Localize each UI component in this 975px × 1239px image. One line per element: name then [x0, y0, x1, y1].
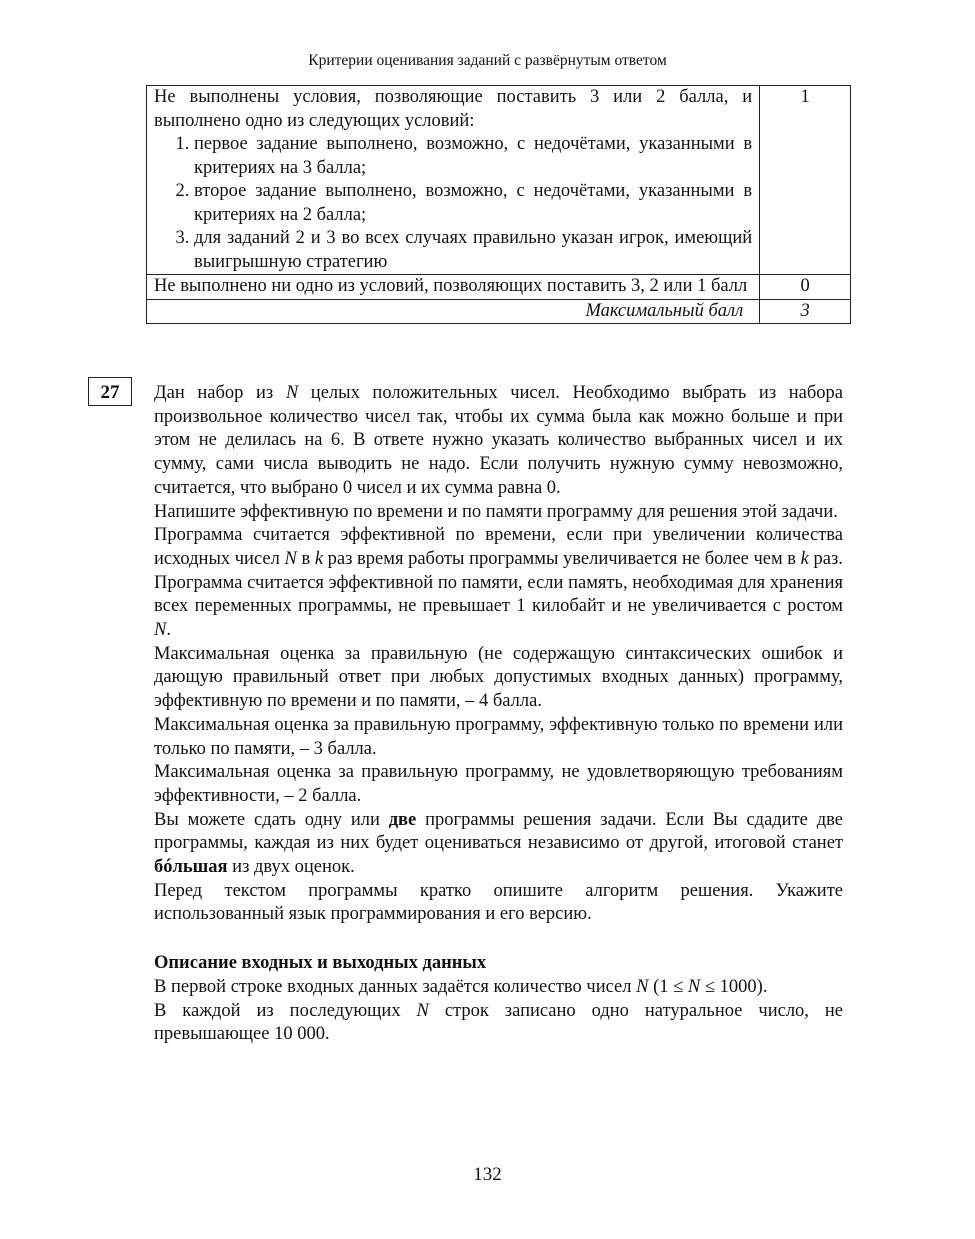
var-n: N [285, 383, 299, 403]
task-paragraph: Программа считается эффективной по памяти, если память, необходимая для хранения всех переменных программы, не превышает 1 килобайт и не увеличивается с ростом N. [154, 572, 843, 641]
condition-item: 3. для заданий 2 и 3 во всех случаях правильно указан игрок, имеющий выигрышную стратегию [194, 227, 752, 274]
criteria-text [147, 86, 760, 275]
score-cell: 1 [760, 86, 851, 275]
task-paragraph: Программа считается эффективной по времени, если при увеличении количества исходных чисел N в k раз время работы программы увеличивается не более чем в k раз. [154, 525, 843, 569]
task-paragraph: Вы можете сдать одну или две программы решения задачи. Если Вы сдадите две программы, каждая из них будет оцениваться независимо от другой, итоговой станет бóльшая из двух оценок. [154, 809, 843, 878]
task-paragraph: Максимальная оценка за правильную программу, не удовлетворяющую требованиям эффективности, – 2 балла. [154, 762, 843, 806]
page-number: 132 [473, 1164, 502, 1185]
criteria-row-2 [147, 275, 851, 300]
task-paragraph: Напишите эффективную по времени и по памяти программу для решения этой задачи. [154, 501, 838, 522]
task-number-box: 27 [88, 377, 132, 406]
task-paragraph: Максимальная оценка за правильную (не содержащую синтаксических ошибок и дающую правильный ответ при любых допустимых входных данных) программу, эффективную по времени и по памяти, – 4 балла. [154, 643, 843, 712]
max-score-label: Максимальный балл [147, 299, 760, 324]
io-paragraph: В первой строке входных данных задаётся количество чисел N (1 ≤ N ≤ 1000). [154, 976, 768, 997]
conditions-list [154, 133, 752, 274]
var-k: k [800, 548, 809, 569]
var-n: N [636, 976, 649, 997]
task-statement: Дан набор из N целых положительных чисел. Необходимо выбрать из набора произвольное количество чисел так, чтобы их сумма была как можно больше и при этом не делилась на 6. В ответе нужно указать количество выбранных чисел и их сумму, сами числа выводить не надо. Если получить нужную сумму невозможно, считается, что выбрано 0 чисел и их сумма равна 0. [154, 383, 843, 498]
condition-item: 1. первое задание выполнено, возможно, с недочётами, указанными в критериях на 3 балла; [194, 133, 752, 180]
task-paragraph: Максимальная оценка за правильную программу, эффективную только по времени или только по памяти, – 3 балла. [154, 714, 843, 759]
max-score-row [147, 299, 851, 324]
score-cell: 0 [760, 275, 851, 300]
var-k: k [314, 548, 324, 569]
criteria-text: Не выполнено ни одно из условий, позволяющих поставить 3, 2 или 1 балл [147, 275, 760, 300]
task-body [154, 382, 843, 1047]
max-score-value: 3 [760, 299, 851, 324]
io-paragraph: В каждой из последующих N строк записано одно натуральное число, не превышающее 10 000. [154, 1000, 843, 1045]
var-n: N [416, 1000, 429, 1021]
var-n: N [284, 548, 297, 569]
var-n: N [687, 976, 701, 997]
criteria-table [146, 85, 851, 324]
io-heading: Описание входных и выходных данных [154, 953, 487, 974]
var-n: N [154, 620, 167, 641]
page-header: Критерии оценивания заданий с развёрнутым ответом [308, 52, 667, 69]
task-paragraph: Перед текстом программы кратко опишите алгоритм решения. Укажите использованный язык программирования и его версию. [154, 880, 843, 925]
criteria-row-1 [147, 86, 851, 275]
condition-item: 2. второе задание выполнено, возможно, с недочётами, указанными в критериях на 2 балла; [194, 180, 752, 227]
criteria-intro: Не выполнены условия, позволяющие поставить 3 или 2 балла, и выполнено одно из следующих условий: [154, 87, 753, 131]
